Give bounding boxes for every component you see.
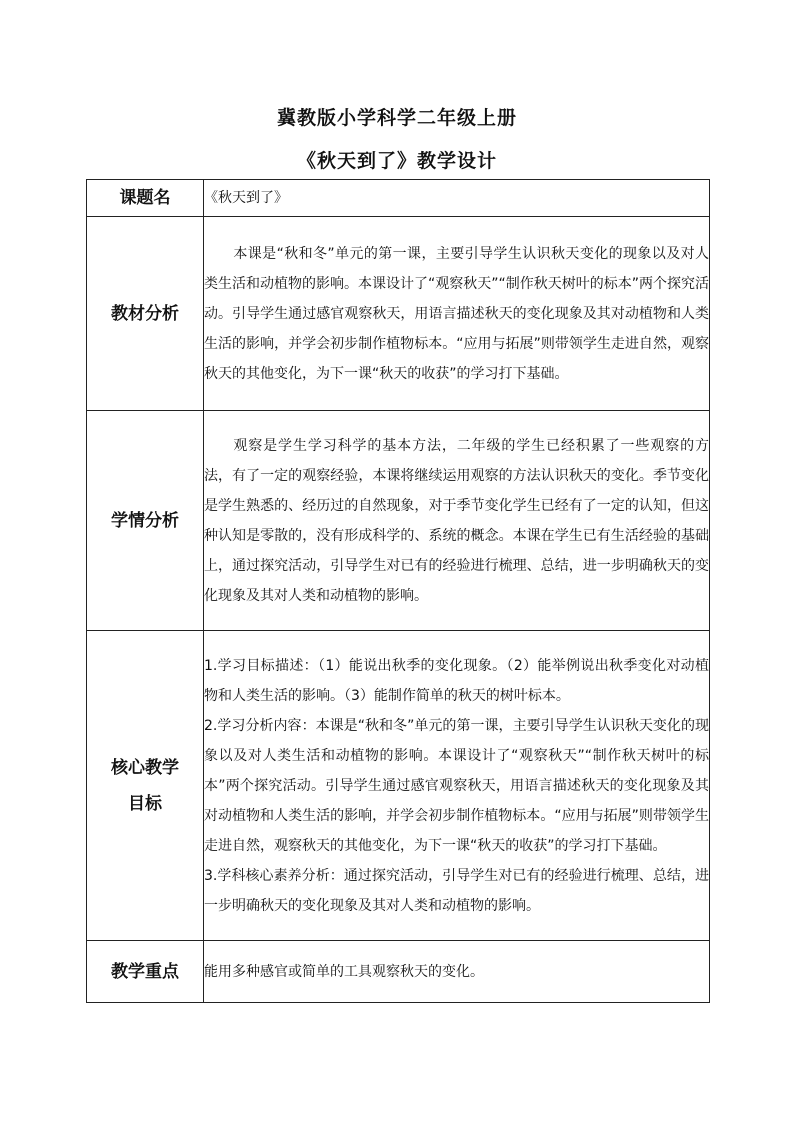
- student-label: 学情分析: [87, 411, 204, 631]
- goals-item-2: 2.学习分析内容：本课是“秋和冬”单元的第一课，主要引导学生认识秋天变化的现象以及对人类生活和动植物的影响。本课设计了“观察秋天”“制作秋天树叶的标本”两个探究活动。引导学生通过感官观察秋天，用语言描述秋天的变化现象及其对动植物和人类生活的影响，并学会初步制作植物标本。“应用与拓展”则带领学生走进自然，观察秋天的其他变化，为下一课“秋天的收获”的学习打下基础。: [204, 717, 709, 854]
- document-title: 冀教版小学科学二年级上册: [276, 107, 517, 129]
- student-text: 观察是学生学习科学的基本方法，二年级的学生已经积累了一些观察的方法，有了一定的观察经验，本课将继续运用观察的方法认识秋天的变化。季节变化是学生熟悉的、经历过的自然现象，对于季节变化学生已经有了一定的认知，但这种认知是零散的，没有形成科学的、系统的概念。本课在学生已有生活经验的基础上，通过探究活动，引导学生对已有的经验进行梳理、总结，进一步明确秋天的变化现象及其对人类和动植物的影响。: [204, 437, 709, 604]
- table-row-material: [87, 217, 710, 411]
- topic-value: 《秋天到了》: [204, 180, 710, 217]
- key-point-label: 教学重点: [87, 941, 204, 1003]
- table-row-goals: [87, 631, 710, 941]
- material-label: 教材分析: [87, 217, 204, 411]
- goals-item-3: 3.学科核心素养分析：通过探究活动，引导学生对已有的经验进行梳理、总结，进一步明确秋天的变化现象及其对人类和动植物的影响。: [204, 867, 709, 914]
- table-row-key-point: [87, 941, 710, 1003]
- goals-label-line2: 目标: [128, 793, 162, 814]
- lesson-plan-table: [86, 179, 710, 1003]
- topic-label: 课题名: [87, 180, 204, 217]
- table-row-student: [87, 411, 710, 631]
- key-point-text: 能用多种感官或简单的工具观察秋天的变化。: [204, 941, 710, 1003]
- goals-label-line1: 核心教学: [111, 757, 179, 778]
- material-text: 本课是“秋和冬”单元的第一课，主要引导学生认识秋天变化的现象以及对人类生活和动植物的影响。本课设计了“观察秋天”“制作秋天树叶的标本”两个探究活动。引导学生通过感官观察秋天，用语言描述秋天的变化现象及其对动植物和人类生活的影响，并学会初步制作植物标本。“应用与拓展”则带领学生走进自然，观察秋天的其他变化，为下一课“秋天的收获”的学习打下基础。: [204, 245, 710, 382]
- goals-item-1: 1.学习目标描述：（1）能说出秋季的变化现象。（2）能举例说出秋季变化对动植物和人类生活的影响。（3）能制作简单的秋天的树叶标本。: [204, 657, 709, 704]
- table-row-topic: [87, 180, 710, 217]
- document-subtitle: 《秋天到了》教学设计: [296, 150, 497, 172]
